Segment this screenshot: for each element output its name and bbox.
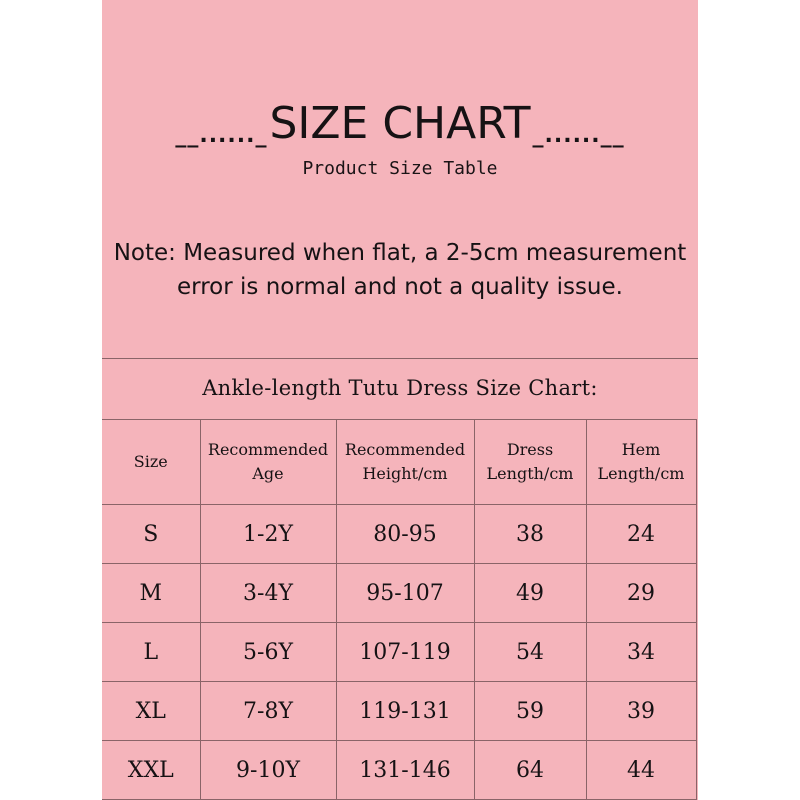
cell-size: XL [102, 682, 200, 741]
header-hem-length [586, 420, 696, 505]
cell-age: 3-4Y [200, 564, 336, 623]
cell-dress-length: 38 [474, 505, 586, 564]
header-text: Dress [506, 440, 554, 459]
table-row [102, 741, 696, 800]
table-row [102, 682, 696, 741]
table-row [102, 564, 696, 623]
cell-size: XXL [102, 741, 200, 800]
size-chart-card [102, 0, 698, 800]
page-subtitle: Product Size Table [302, 158, 498, 179]
note-line-1: Note: Measured when flat, a 2-5cm measurement [113, 240, 687, 266]
cell-dress-length: 64 [474, 741, 586, 800]
table-header-row [102, 420, 696, 505]
measurement-note [102, 236, 698, 304]
table-row [102, 623, 696, 682]
header-recommended-height [336, 420, 474, 505]
cell-hem-length: 29 [586, 564, 696, 623]
title-decoration-right: _......__ [532, 123, 625, 148]
header-text: Recommended [344, 440, 466, 459]
title-row [102, 92, 698, 154]
header-text: Height/cm [362, 464, 448, 483]
divider [102, 358, 698, 359]
header-text: Length/cm [597, 464, 685, 483]
page-title: SIZE CHART [269, 98, 531, 149]
header-text: Length/cm [486, 464, 574, 483]
header-recommended-age [200, 420, 336, 505]
note-line-2: error is normal and not a quality issue. [177, 274, 623, 300]
cell-height: 131-146 [336, 741, 474, 800]
cell-dress-length: 49 [474, 564, 586, 623]
cell-hem-length: 44 [586, 741, 696, 800]
cell-size: L [102, 623, 200, 682]
header-text: Age [252, 464, 284, 483]
cell-size: S [102, 505, 200, 564]
cell-age: 5-6Y [200, 623, 336, 682]
header-text: Size [133, 452, 168, 471]
table-row [102, 505, 696, 564]
header-dress-length [474, 420, 586, 505]
header-text: Recommended [207, 440, 329, 459]
header-text: Hem [621, 440, 661, 459]
cell-dress-length: 54 [474, 623, 586, 682]
cell-age: 1-2Y [200, 505, 336, 564]
header-size [102, 420, 200, 505]
cell-hem-length: 34 [586, 623, 696, 682]
size-table [102, 419, 697, 800]
cell-hem-length: 24 [586, 505, 696, 564]
cell-height: 95-107 [336, 564, 474, 623]
cell-height: 107-119 [336, 623, 474, 682]
table-caption: Ankle-length Tutu Dress Size Chart: [202, 376, 598, 400]
cell-size: M [102, 564, 200, 623]
title-decoration-left: __......_ [175, 123, 268, 148]
cell-height: 119-131 [336, 682, 474, 741]
cell-hem-length: 39 [586, 682, 696, 741]
cell-age: 7-8Y [200, 682, 336, 741]
cell-age: 9-10Y [200, 741, 336, 800]
cell-height: 80-95 [336, 505, 474, 564]
cell-dress-length: 59 [474, 682, 586, 741]
